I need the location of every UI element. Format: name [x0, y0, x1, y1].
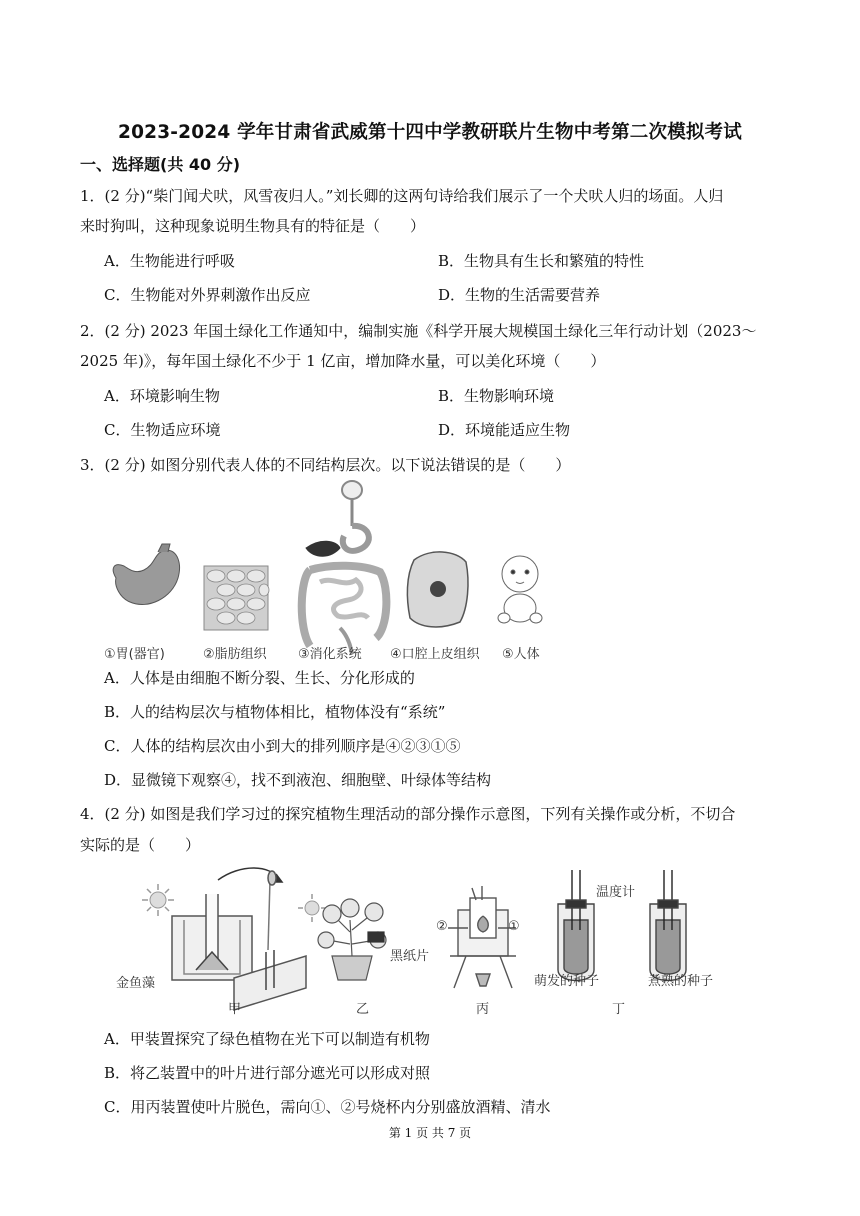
q4-stem-line2: 实际的是（ ） — [80, 836, 201, 854]
plant-experiment-figure — [110, 860, 730, 1020]
figure-label-digestive: ③消化系统 — [298, 647, 362, 662]
q4-option-a[interactable]: A．甲装置探究了绿色植物在光下可以制造有机物 — [104, 1030, 430, 1048]
baby-drawing — [498, 556, 542, 623]
label-goldfish-weed: 金鱼藻 — [116, 976, 156, 991]
q4-option-b[interactable]: B．将乙装置中的叶片进行部分遮光可以形成对照 — [104, 1064, 431, 1082]
figure-label-human: ⑤人体 — [502, 647, 540, 662]
label-black-paper: 黑纸片 — [390, 949, 430, 964]
q4-option-c[interactable]: C．用丙装置使叶片脱色，需向①、②号烧杯内分别盛放酒精、清水 — [104, 1098, 551, 1116]
sun-icon — [298, 894, 326, 922]
figure-label-adipose: ②脂肪组织 — [203, 647, 267, 662]
document-title: 2023-2024 学年甘肃省武威第十四中学教研联片生物中考第二次模拟考试 — [118, 122, 742, 143]
q4-stem-line1: 4．(2 分) 如图是我们学习过的探究植物生理活动的部分操作示意图，下列有关操作或分析，不切合 — [80, 805, 736, 823]
label-beaker-2: ② — [436, 919, 448, 934]
q3-stem: 3．(2 分) 如图分别代表人体的不同结构层次。以下说法错误的是（ ） — [80, 456, 571, 474]
label-jia: 甲 — [228, 1002, 242, 1017]
label-bing: 丙 — [476, 1002, 490, 1017]
body-levels-figure — [100, 478, 560, 668]
q3-option-c[interactable]: C．人体的结构层次由小到大的排列顺序是④②③①⑤ — [104, 737, 461, 755]
stomach-drawing — [113, 544, 179, 605]
q3-option-d[interactable]: D．显微镜下观察④，找不到液泡、细胞壁、叶绿体等结构 — [104, 771, 492, 789]
q2-option-a[interactable]: A．环境影响生物 — [104, 387, 220, 405]
q3-option-a[interactable]: A．人体是由细胞不断分裂、生长、分化形成的 — [104, 669, 415, 687]
thermos-cooked — [650, 870, 686, 981]
q1-option-a[interactable]: A．生物能进行呼吸 — [104, 252, 235, 270]
q2-stem-line1: 2．(2 分) 2023 年国土绿化工作通知中，编制实施《科学开展大规模国土绿化三年行动计划（2023～ — [80, 322, 757, 340]
label-beaker-1: ① — [508, 919, 520, 934]
q1-option-b[interactable]: B．生物具有生长和繁殖的特性 — [438, 252, 645, 270]
figure-label-stomach: ①胃(器官) — [104, 647, 165, 662]
sun-icon — [142, 884, 174, 916]
q1-option-c[interactable]: C．生物能对外界刺激作出反应 — [104, 286, 311, 304]
q2-stem-line2: 2025 年)》，每年国土绿化不少于 1 亿亩，增加降水量，可以美化环境（ ） — [80, 352, 606, 370]
potted-plant — [318, 899, 386, 980]
q2-option-d[interactable]: D．环境能适应生物 — [438, 421, 571, 439]
label-germinating-seeds: 萌发的种子 — [534, 974, 600, 989]
q1-stem-line1: 1．(2 分)“柴门闻犬吠，风雪夜归人。”刘长卿的这两句诗给我们展示了一个犬吠人归的场面。人归 — [80, 187, 724, 205]
water-bath — [448, 886, 516, 988]
section-heading: 一、选择题(共 40 分) — [80, 155, 241, 174]
q1-option-d[interactable]: D．生物的生活需要营养 — [438, 286, 601, 304]
adipose-tissue-drawing — [204, 566, 269, 630]
label-ding: 丁 — [612, 1002, 626, 1017]
figure-label-epithelial: ④口腔上皮组织 — [390, 647, 480, 662]
epithelial-cell-drawing — [407, 552, 468, 627]
thermos-germinating — [558, 870, 594, 981]
q2-option-b[interactable]: B．生物影响环境 — [438, 387, 555, 405]
q3-option-b[interactable]: B．人的结构层次与植物体相比，植物体没有“系统” — [104, 703, 446, 721]
label-cooked-seeds: 煮熟的种子 — [648, 974, 714, 989]
digestive-system-drawing — [302, 481, 387, 654]
label-thermometer: 温度计 — [596, 885, 636, 900]
q2-option-c[interactable]: C．生物适应环境 — [104, 421, 221, 439]
q1-stem-line2: 来时狗叫，这种现象说明生物具有的特征是（ ） — [80, 217, 426, 235]
page-footer: 第 1 页 共 7 页 — [388, 1126, 472, 1140]
label-yi: 乙 — [356, 1002, 370, 1017]
